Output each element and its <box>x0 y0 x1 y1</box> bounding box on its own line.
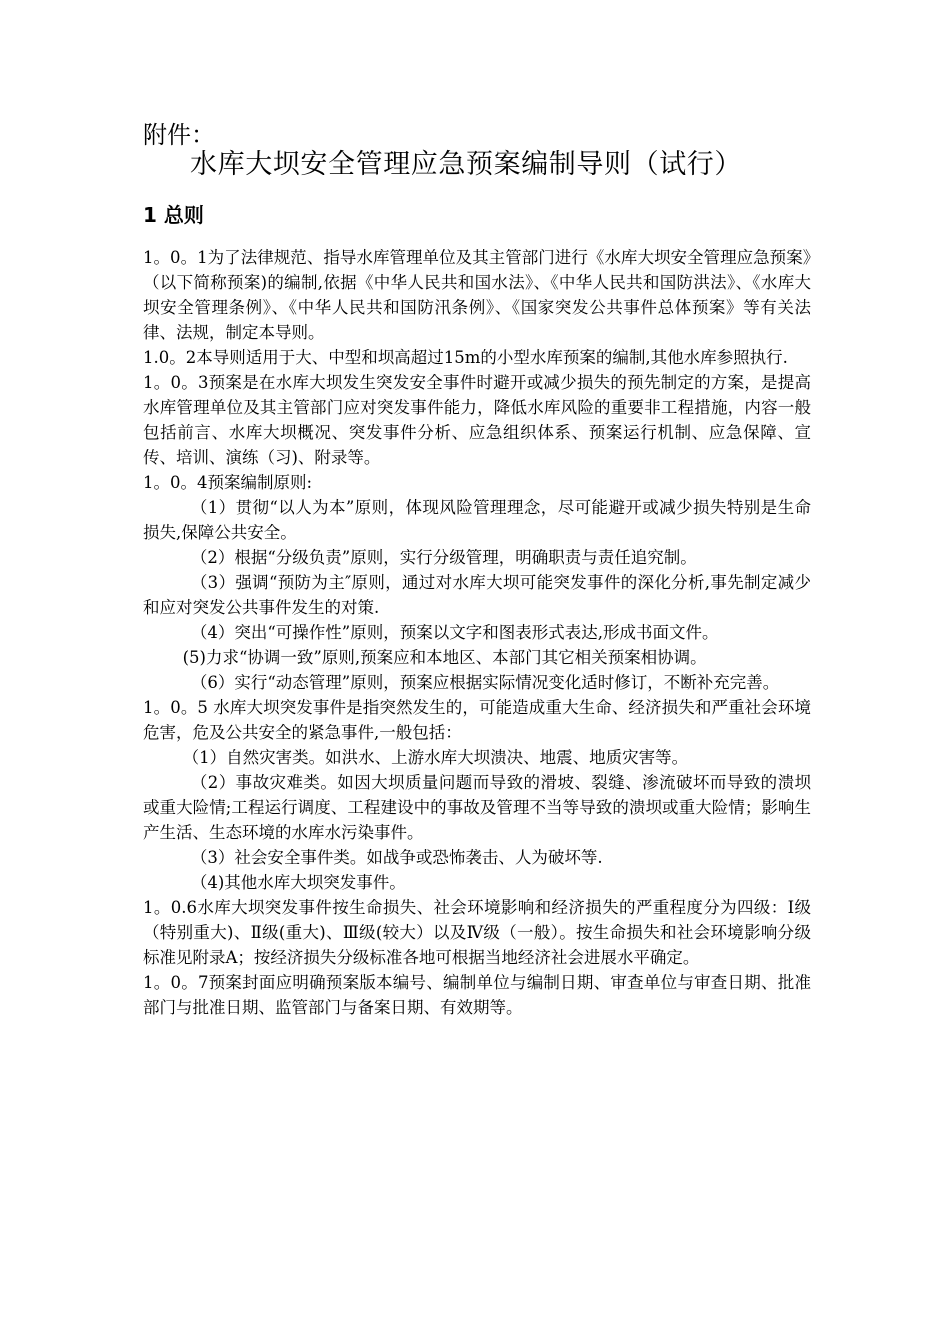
paragraph-1-0-5: 1。0。5 水库大坝突发事件是指突然发生的，可能造成重大生命、经济损失和严重社会环境危害，危及公共安全的紧急事件,一般包括： <box>143 698 811 742</box>
annex-label: 附件： <box>143 121 215 149</box>
principle-item-5: (5)力求“协调一致”原则,预案应和本地区、本部门其它相关预案相协调。 <box>182 648 707 667</box>
principle-item-2: （2）根据“分级负责”原则，实行分级管理，明确职责与责任追究制。 <box>190 548 697 567</box>
paragraph-1-0-3: 1。0。3预案是在水库大坝发生突发安全事件时避开或减少损失的预先制定的方案，是提高水库管理单位及其主管部门应对突发事件能力，降低水库风险的重要非工程措施，内容一般包括前言、水库大坝概况、突发事件分析、应急组织体系、预案运行机制、应急保障、宣传、培训、演练（习)、附录等。 <box>143 373 811 467</box>
event-type-item-3: （3）社会安全事件类。如战争或恐怖袭击、人为破坏等. <box>190 848 603 867</box>
section-heading: 1 总则 <box>143 203 204 227</box>
document-body <box>143 245 811 1020</box>
paragraph-1-0-7: 1。0。7预案封面应明确预案版本编号、编制单位与编制日期、审查单位与审查日期、批准部门与批准日期、监管部门与备案日期、有效期等。 <box>143 973 811 1017</box>
principle-item-6: （6）实行“动态管理”原则，预案应根据实际情况变化适时修订，不断补充完善。 <box>190 673 780 692</box>
event-type-item-4: （4)其他水库大坝突发事件。 <box>190 873 406 892</box>
event-type-item-2: （2）事故灾难类。如因大坝质量问题而导致的滑坡、裂缝、渗流破坏而导致的溃坝或重大险情;工程运行调度、工程建设中的事故及管理不当等导致的溃坝或重大险情；影响生产生活、生态环境的水库水污染事件。 <box>143 773 811 842</box>
paragraph-1-0-4: 1。0。4预案编制原则: <box>143 473 313 492</box>
paragraph-1-0-1: 1。0。1为了法律规范、指导水库管理单位及其主管部门进行《水库大坝安全管理应急预案》（以下简称预案)的编制,依据《中华人民共和国水法》、《中华人民共和国防洪法》、《水库大坝安全管理条例》、《中华人民共和国防汛条例》、《国家突发公共事件总体预案》等有关法律、法规，制定本导则。 <box>143 248 811 342</box>
principle-item-3: （3）强调“预防为主″原则，通过对水库大坝可能突发事件的深化分析,事先制定减少和应对突发公共事件发生的对策. <box>143 573 811 617</box>
principle-item-1: （1）贯彻“以人为本”原则，体现风险管理理念，尽可能避开或减少损失特别是生命损失,保障公共安全。 <box>143 498 811 542</box>
paragraph-1-0-6: 1。0.6水库大坝突发事件按生命损失、社会环境影响和经济损失的严重程度分为四级：Ⅰ级（特别重大)、Ⅱ级(重大)、Ⅲ级(较大）以及Ⅳ级（一般）。按生命损失和社会环境影响分级标准见附录A；按经济损失分级标准各地可根据当地经济社会进展水平确定。 <box>143 898 811 967</box>
document-title: 水库大坝安全管理应急预案编制导则（试行） <box>190 149 742 180</box>
event-type-item-1: （1）自然灾害类。如洪水、上游水库大坝溃决、地震、地质灾害等。 <box>182 748 689 767</box>
principle-item-4: （4）突出“可操作性”原则，预案以文字和图表形式表达,形成书面文件。 <box>190 623 719 642</box>
paragraph-1-0-2: 1.0。2本导则适用于大、中型和坝高超过15m的小型水库预案的编制,其他水库参照执行. <box>143 348 788 367</box>
